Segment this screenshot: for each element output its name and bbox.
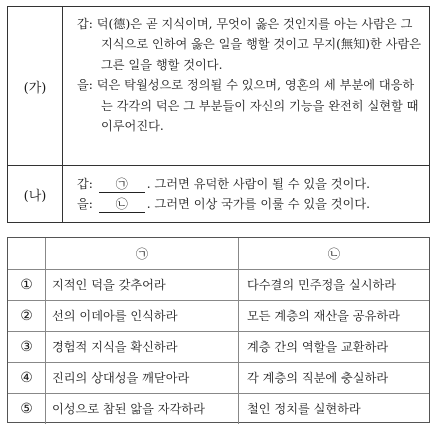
- blank-b: ㉡: [99, 196, 145, 213]
- passage-ga-content: [63, 7, 429, 165]
- passage-ga-label: (가): [8, 7, 63, 165]
- speaker-gap: 갑:: [77, 177, 97, 191]
- option-number: ③: [8, 331, 46, 362]
- option-row-3[interactable]: [8, 331, 429, 362]
- passage-na: [8, 166, 429, 223]
- na-eul-text: . 그러면 이상 국가를 이룰 수 있을 것이다.: [146, 197, 371, 212]
- ga-eul-statement: [77, 75, 421, 136]
- speaker-eul: 을:: [77, 78, 97, 93]
- passage-na-content: [63, 166, 429, 223]
- gap-statement-text: 덕(德)은 곧 지식이며, 무엇이 옳은 것인지를 아는 사람은 그 지식으로 인하여 옳은 일을 행할 것이고 무지(無知)한 사람은 그른 일을 행할 것이다.: [96, 17, 422, 72]
- option-a-text: 경험적 지식을 확신하라: [46, 331, 239, 362]
- eul-statement-text: 덕은 탁월성으로 정의될 수 있으며, 영혼의 세 부분에 대응하는 각각의 덕은 그 부분들이 자신의 기능을 완전히 실현할 때 이루어진다.: [96, 78, 419, 134]
- option-row-4[interactable]: [8, 362, 429, 393]
- na-gap-text: . 그러면 유덕한 사람이 될 수 있을 것이다.: [146, 177, 371, 191]
- option-row-5[interactable]: [8, 393, 429, 424]
- speaker-eul: 을:: [77, 197, 97, 212]
- option-a-text: 지적인 덕을 갖추어라: [46, 269, 239, 300]
- option-a-text: 진리의 상대성을 깨닫아라: [46, 362, 239, 393]
- passage-ga: [8, 7, 429, 166]
- option-a-text: 이성으로 참된 앎을 자각하라: [46, 393, 239, 424]
- option-b-text: 계층 간의 역할을 교환하라: [247, 340, 389, 354]
- passage-na-label: (나): [8, 166, 63, 223]
- option-row-2[interactable]: [8, 300, 429, 331]
- options-table: [7, 237, 430, 423]
- blank-a: ㉠: [99, 176, 145, 193]
- option-b-text: 모든 계층의 재산을 공유하라: [247, 309, 400, 323]
- option-b-text: 각 계층의 직분에 충실하라: [247, 371, 389, 385]
- option-row-1[interactable]: [8, 269, 429, 300]
- ga-gap-statement: [77, 14, 421, 75]
- option-b-text: 철인 정치를 실현하라: [247, 402, 361, 416]
- option-number: ⑤: [8, 393, 46, 424]
- option-number: ④: [8, 362, 46, 393]
- option-number: ①: [8, 269, 46, 300]
- speaker-gap: 갑:: [77, 17, 97, 31]
- table-header-row: [8, 238, 429, 269]
- passage-box: [7, 6, 430, 223]
- option-b-text: 다수결의 민주정을 실시하라: [247, 278, 397, 292]
- header-cell-empty: [8, 238, 46, 269]
- option-number: ②: [8, 300, 46, 331]
- na-eul-line: [77, 194, 421, 214]
- header-cell-a: ㉠: [46, 238, 239, 269]
- na-gap-line: [77, 174, 421, 194]
- option-a-text: 선의 이데아를 인식하라: [46, 300, 239, 331]
- header-cell-b: ㉡: [327, 247, 341, 261]
